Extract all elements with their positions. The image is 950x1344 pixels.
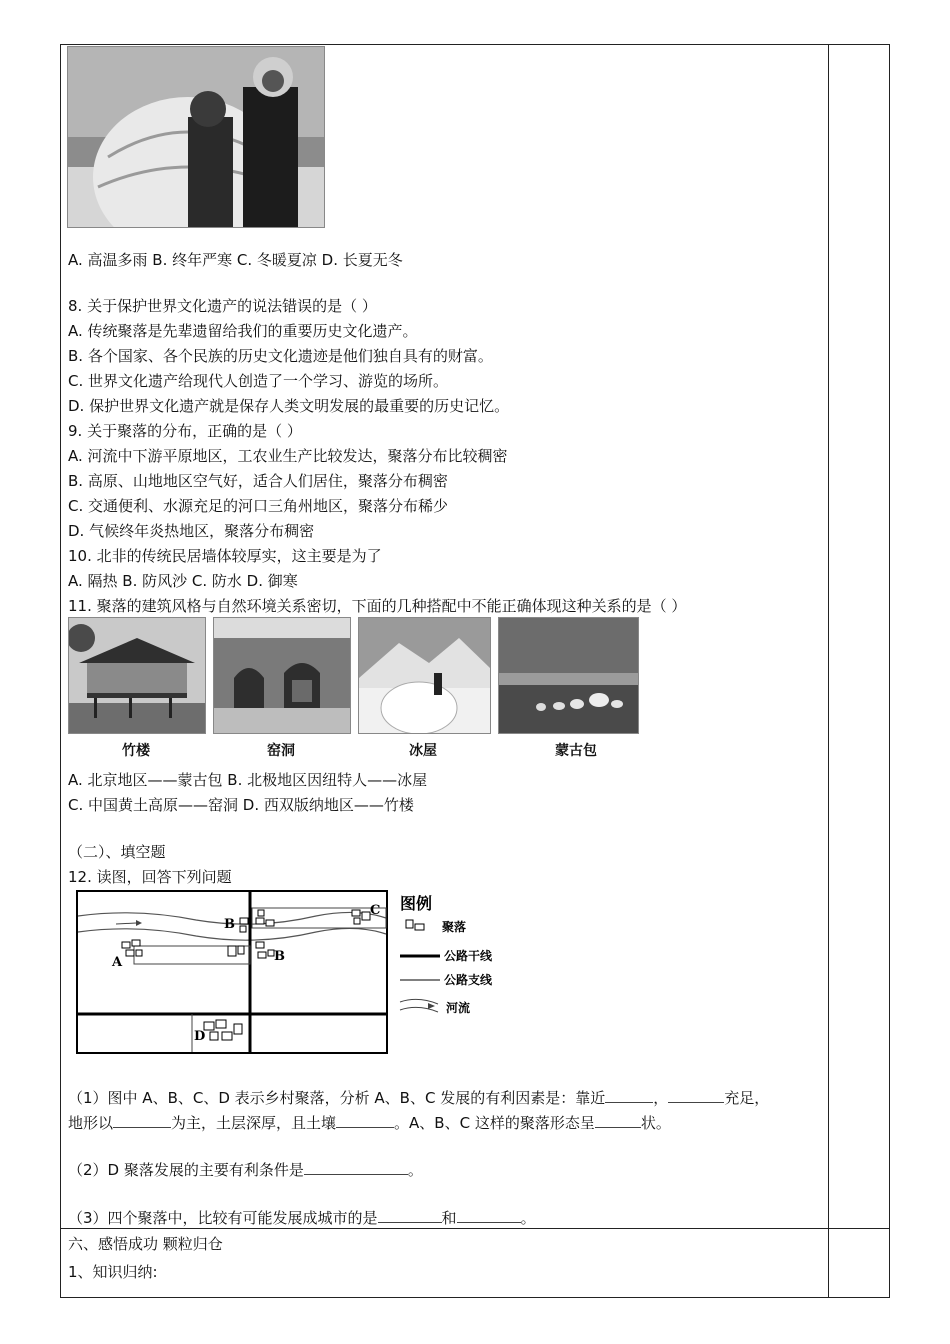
q9-option-c: C. 交通便利、水源充足的河口三角州地区，聚落分布稀少 (68, 497, 449, 515)
q12-part1-text-b: ， (653, 1089, 669, 1107)
q12-part1-text-c: 充足， (724, 1089, 770, 1107)
q12-part1-text-d: 地形以 (68, 1114, 114, 1132)
q11-question: 11. 聚落的建筑风格与自然环境关系密切，下面的几种搭配中不能正确体现这种关系的是（ ） (68, 597, 687, 615)
q12-part3-text-b: 和 (441, 1209, 457, 1227)
caption-igloo: 冰屋 (409, 743, 437, 759)
q12-part1-text-e: 为主，土层深厚，且土壤 (171, 1114, 337, 1132)
q12-part1-text-a: （1）图中 A、B、C、D 表示乡村聚落，分析 A、B、C 发展的有利因素是：靠近 (68, 1089, 606, 1107)
q9-option-b: B. 高原、山地地区空气好，适合人们居住，聚落分布稠密 (68, 472, 448, 490)
q9-option-d: D. 气候终年炎热地区，聚落分布稠密 (68, 522, 315, 540)
blank-soil[interactable] (336, 1113, 394, 1128)
knowledge-summary-label: 1、知识归纳: (68, 1263, 158, 1281)
q12-part1-text-g: 状。 (640, 1114, 671, 1132)
q10-options: A. 隔热 B. 防风沙 C. 防水 D. 御寒 (68, 572, 298, 590)
q8-option-d: D. 保护世界文化遗产就是保存人类文明发展的最重要的历史记忆。 (68, 397, 510, 415)
igloo-children-photo (67, 46, 325, 228)
q12-part3 (68, 1208, 536, 1228)
q11-options-cd: C. 中国黄土高原——窑洞 D. 西双版纳地区——竹楼 (68, 796, 414, 814)
q8-question: 8. 关于保护世界文化遗产的说法错误的是（ ） (68, 297, 377, 315)
legend-river: 河流 (446, 1001, 471, 1015)
yurt-photo (498, 617, 639, 734)
map-label-a: A (112, 955, 123, 970)
q12-part2 (68, 1160, 423, 1180)
map-label-b-south: B (274, 949, 285, 964)
caption-cave-dwelling: 窑洞 (267, 743, 295, 759)
blank-near[interactable] (605, 1088, 653, 1103)
map-legend (398, 892, 558, 1022)
legend-settlement: 聚落 (442, 920, 467, 934)
q8-option-c: C. 世界文化遗产给现代人创造了一个学习、游览的场所。 (68, 372, 449, 390)
q12-part3-text-c: 。 (520, 1209, 536, 1227)
caption-bamboo-house: 竹楼 (122, 743, 150, 759)
map-label-b-north: B (224, 917, 235, 932)
section-six-title: 六、感悟成功 颗粒归仓 (68, 1235, 223, 1253)
map-label-c: C (370, 903, 381, 918)
blank-city-2[interactable] (457, 1208, 521, 1223)
q10-question: 10. 北非的传统民居墙体较厚实，这主要是为了 (68, 547, 382, 565)
q12-part1-line2 (68, 1113, 671, 1133)
q9-option-a: A. 河流中下游平原地区，工农业生产比较发达，聚落分布比较稠密 (68, 447, 508, 465)
blank-d-condition[interactable] (304, 1160, 408, 1175)
legend-branch-road: 公路支线 (444, 973, 493, 987)
column-divider (828, 44, 829, 1298)
q12-part1-text-f: 。A、B、C 这样的聚落形态呈 (394, 1114, 595, 1132)
blank-city-1[interactable] (378, 1208, 442, 1223)
q8-option-a: A. 传统聚落是先辈遗留给我们的重要历史文化遗产。 (68, 322, 418, 340)
igloo-photo (358, 617, 491, 734)
row-divider (60, 1228, 890, 1229)
q12-part1-line1 (68, 1088, 769, 1108)
settlement-map (76, 890, 388, 1054)
q8-option-b: B. 各个国家、各个民族的历史文化遗迹是他们独自具有的财富。 (68, 347, 493, 365)
blank-shape[interactable] (595, 1113, 641, 1128)
bamboo-house-photo (68, 617, 206, 734)
caption-yurt: 蒙古包 (555, 743, 597, 759)
q12-part2-text-a: （2）D 聚落发展的主要有利条件是 (68, 1161, 304, 1179)
map-label-d: D (194, 1029, 206, 1044)
q12-part2-text-b: 。 (407, 1161, 423, 1179)
blank-terrain[interactable] (113, 1113, 171, 1128)
q12-question: 12. 读图，回答下列问题 (68, 868, 232, 886)
q12-part3-text-a: （3）四个聚落中，比较有可能发展成城市的是 (68, 1209, 378, 1227)
q11-options-ab: A. 北京地区——蒙古包 B. 北极地区因纽特人——冰屋 (68, 771, 428, 789)
legend-main-highway: 公路干线 (444, 949, 493, 963)
legend-title: 图例 (400, 894, 433, 913)
section-fill-in-title: （二）、填空题 (68, 843, 166, 861)
blank-resource[interactable] (668, 1088, 724, 1103)
q9-question: 9. 关于聚落的分布，正确的是（ ） (68, 422, 302, 440)
cave-dwelling-photo (213, 617, 351, 734)
q7-options: A. 高温多雨 B. 终年严寒 C. 冬暖夏凉 D. 长夏无冬 (68, 251, 403, 269)
